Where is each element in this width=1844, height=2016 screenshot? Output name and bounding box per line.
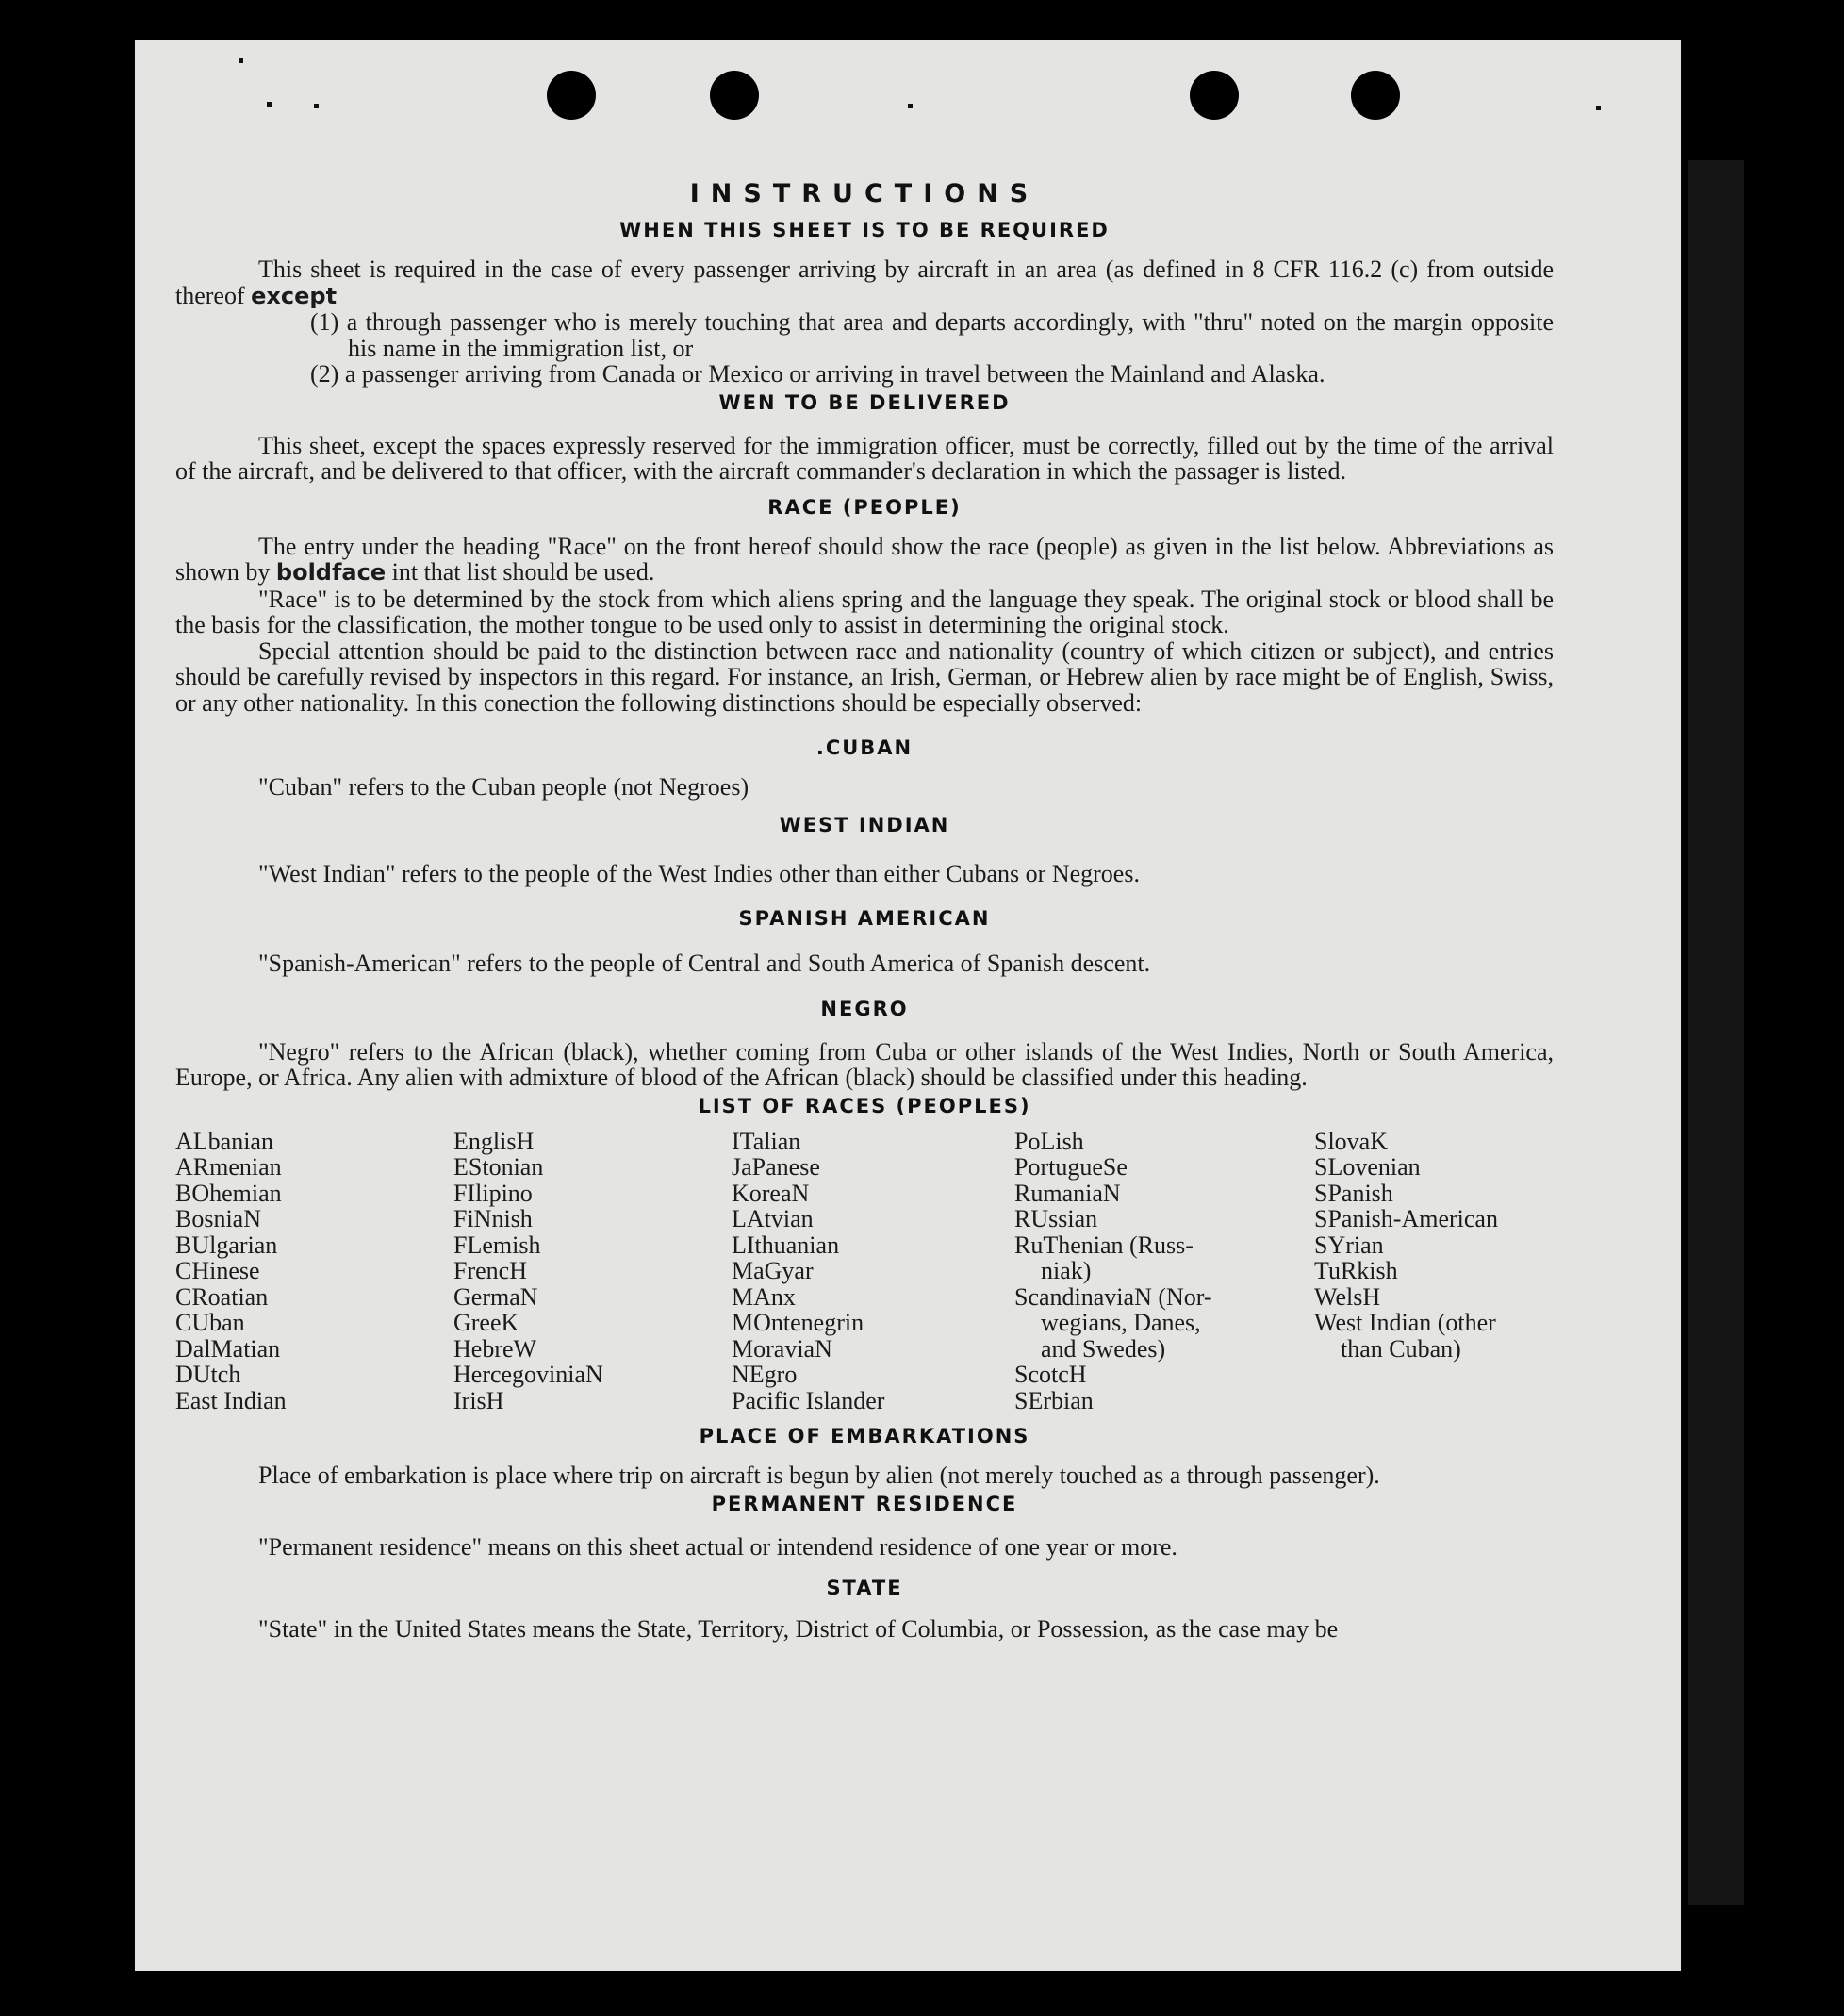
scan-speck: [1596, 106, 1601, 110]
race-p1-text-a: The entry under the heading "Race" on the front hereof should show the race (people) as given in the list below. Abbreviations as shown by: [175, 532, 1554, 586]
negro-text: "Negro" refers to the African (black), whether coming from Cuba or other islands of the West Indies, North or South America, Europe, or Africa. Any alien with admixture of blood of the African (black) should be classified under this heading.: [175, 1037, 1554, 1091]
race-entry-continuation: than Cuban): [1341, 1334, 1461, 1363]
exception-item-1: (1) a through passenger who is merely touching that area and departs accordingly, with "thru" noted on the margin opposite his name in the immigration list, or: [310, 308, 1554, 362]
instructions-title: INSTRUCTIONS: [689, 179, 1040, 208]
race-entry: FrencH: [453, 1257, 527, 1284]
section-heading-west-indian: WEST INDIAN: [779, 813, 950, 836]
punch-hole: [710, 71, 759, 120]
race-entry: MaGyar: [732, 1257, 814, 1284]
race-entry: DUtch: [175, 1361, 241, 1388]
race-entry: BosniaN: [175, 1205, 261, 1232]
race-entry: ITalian: [732, 1127, 801, 1155]
when-delivered-text: This sheet, except the spaces expressly reserved for the immigration officer, must be correctly, filled out by the time of the arrival of the aircraft, and be delivered to that officer, with the aircraft commander's declaration in which the passager is listed.: [175, 431, 1554, 485]
when-required-intro-text: This sheet is required in the case of every passenger arriving by aircraft in an area (as defined in 8 CFR 116.2 (c) from outside thereof: [175, 256, 1554, 309]
section-heading-negro: NEGRO: [820, 997, 909, 1020]
race-entry: SYrian: [1314, 1231, 1384, 1259]
scan-speck: [908, 104, 913, 108]
race-entry: HebreW: [453, 1334, 537, 1363]
race-entry: EStonian: [453, 1153, 544, 1181]
race-entry: SErbian: [1014, 1386, 1094, 1414]
race-entry: SPanish-American: [1314, 1205, 1498, 1232]
race-entry: ScandinaviaN (Nor-: [1014, 1282, 1212, 1311]
race-entry: RumaniaN: [1014, 1179, 1121, 1207]
exception-item-2: (2) a passenger arriving from Canada or Mexico or arriving in travel between the Mainland and Alaska.: [310, 360, 1325, 388]
race-entry: East Indian: [175, 1386, 287, 1414]
race-entry: FiNnish: [453, 1205, 533, 1232]
scan-speck: [267, 102, 272, 107]
instruction-sheet-page: [135, 40, 1681, 1971]
race-entry: MOntenegrin: [732, 1309, 864, 1336]
section-heading-when-required: WHEN THIS SHEET IS TO BE REQUIRED: [619, 219, 1110, 241]
race-paragraph-1: [175, 534, 1554, 587]
punch-hole: [1190, 71, 1239, 120]
race-entry: RUssian: [1014, 1205, 1098, 1232]
spanish-american-text: "Spanish-American" refers to the people of Central and South America of Spanish descent.: [258, 950, 1151, 977]
state-text: "State" in the United States means the State, Territory, District of Columbia, or Possession, as the case may be: [258, 1615, 1339, 1643]
race-entry: HercegoviniaN: [453, 1361, 603, 1388]
race-entry: ScotcH: [1014, 1361, 1087, 1388]
west-indian-text: "West Indian" refers to the people of the West Indies other than either Cubans or Negroes.: [258, 859, 1140, 887]
races-column-3: [732, 1129, 1014, 1414]
section-heading-list-of-races: LIST OF RACES (PEOPLES): [698, 1094, 1031, 1117]
race-entry-continuation: wegians, Danes,: [1041, 1309, 1201, 1336]
embarkation-text: Place of embarkation is place where trip on aircraft is begun by alien (not merely touched as a through passenger).: [258, 1462, 1380, 1489]
race-paragraph-2: "Race" is to be determined by the stock from which aliens spring and the language they speak. The original stock or blood shall be the basis for the classification, the mother tongue to be used only to assist in determining the original stock.: [175, 585, 1554, 638]
section-heading-cuban: .CUBAN: [815, 736, 914, 759]
race-entry: West Indian (other: [1314, 1309, 1496, 1336]
race-entry: PortugueSe: [1014, 1153, 1128, 1181]
scan-speck: [314, 104, 319, 108]
race-entry: ALbanian: [175, 1127, 273, 1155]
race-entry: CUban: [175, 1309, 245, 1336]
race-entry-continuation: niak): [1041, 1257, 1092, 1284]
race-entry: ARmenian: [175, 1153, 282, 1181]
race-entry: FLemish: [453, 1231, 541, 1259]
race-entry: BUlgarian: [175, 1231, 278, 1259]
races-column-1: [175, 1129, 453, 1414]
section-heading-permanent-residence: PERMANENT RESIDENCE: [711, 1492, 1018, 1515]
race-entry: BOhemian: [175, 1179, 282, 1207]
race-entry: LIthuanian: [732, 1231, 840, 1259]
section-heading-state: STATE: [826, 1577, 903, 1599]
races-column-5: [1314, 1129, 1554, 1414]
race-paragraph-3: Special attention should be paid to the distinction between race and nationality (country of which citizen or subject), and entries should be carefully revised by inspectors in this regard. For instance, an Irish, German, or Hebrew alien by race might be of English, Swiss, or any other nationality. In this conection the following distinctions should be especially observed:: [175, 636, 1554, 717]
race-entry: PoLish: [1014, 1127, 1084, 1155]
cuban-text: "Cuban" refers to the Cuban people (not Negroes): [258, 773, 749, 801]
race-entry: SlovaK: [1314, 1127, 1388, 1155]
scanner-edge-strip: [1688, 160, 1744, 1905]
permanent-residence-text: "Permanent residence" means on this sheet actual or intendend residence of one year or more.: [258, 1532, 1177, 1561]
race-entry: RuThenian (Russ-: [1014, 1231, 1194, 1259]
section-heading-embarkation: PLACE OF EMBARKATIONS: [699, 1425, 1030, 1447]
punch-hole: [1351, 71, 1400, 120]
races-list: [175, 1129, 1554, 1414]
section-heading-spanish-american: SPANISH AMERICAN: [738, 907, 991, 930]
race-entry: SPanish: [1314, 1179, 1393, 1207]
race-entry: NEgro: [732, 1361, 798, 1388]
race-entry: SLovenian: [1314, 1153, 1421, 1181]
race-entry: MoraviaN: [732, 1334, 832, 1363]
race-entry: GreeK: [453, 1309, 519, 1336]
race-entry: EnglisH: [453, 1127, 535, 1155]
race-entry: WelsH: [1314, 1282, 1381, 1311]
race-entry: CRoatian: [175, 1282, 269, 1311]
race-entry: JaPanese: [732, 1153, 820, 1181]
race-entry-continuation: and Swedes): [1041, 1334, 1166, 1363]
race-p1-text-b: int that list should be used.: [391, 558, 655, 586]
race-entry: FIlipino: [453, 1179, 533, 1207]
section-heading-race: RACE (PEOPLE): [767, 495, 962, 519]
punch-hole: [547, 71, 596, 120]
when-required-intro: [175, 256, 1554, 309]
race-entry: MAnx: [732, 1282, 796, 1311]
boldface-bold: boldface: [275, 559, 387, 586]
instructions-content: [175, 181, 1554, 1643]
race-entry: CHinese: [175, 1257, 260, 1284]
race-entry: TuRkish: [1314, 1257, 1398, 1284]
races-column-4: [1014, 1129, 1314, 1414]
section-heading-when-delivered: WEN TO BE DELIVERED: [718, 390, 1011, 414]
race-entry: KoreaN: [732, 1179, 810, 1207]
race-entry: DalMatian: [175, 1334, 281, 1363]
except-bold: except: [251, 282, 338, 309]
race-entry: GermaN: [453, 1282, 538, 1311]
race-entry: IrisH: [453, 1386, 504, 1414]
scan-speck: [239, 58, 243, 63]
race-entry: LAtvian: [732, 1205, 814, 1232]
race-entry: Pacific Islander: [732, 1386, 885, 1414]
races-column-2: [453, 1129, 732, 1414]
